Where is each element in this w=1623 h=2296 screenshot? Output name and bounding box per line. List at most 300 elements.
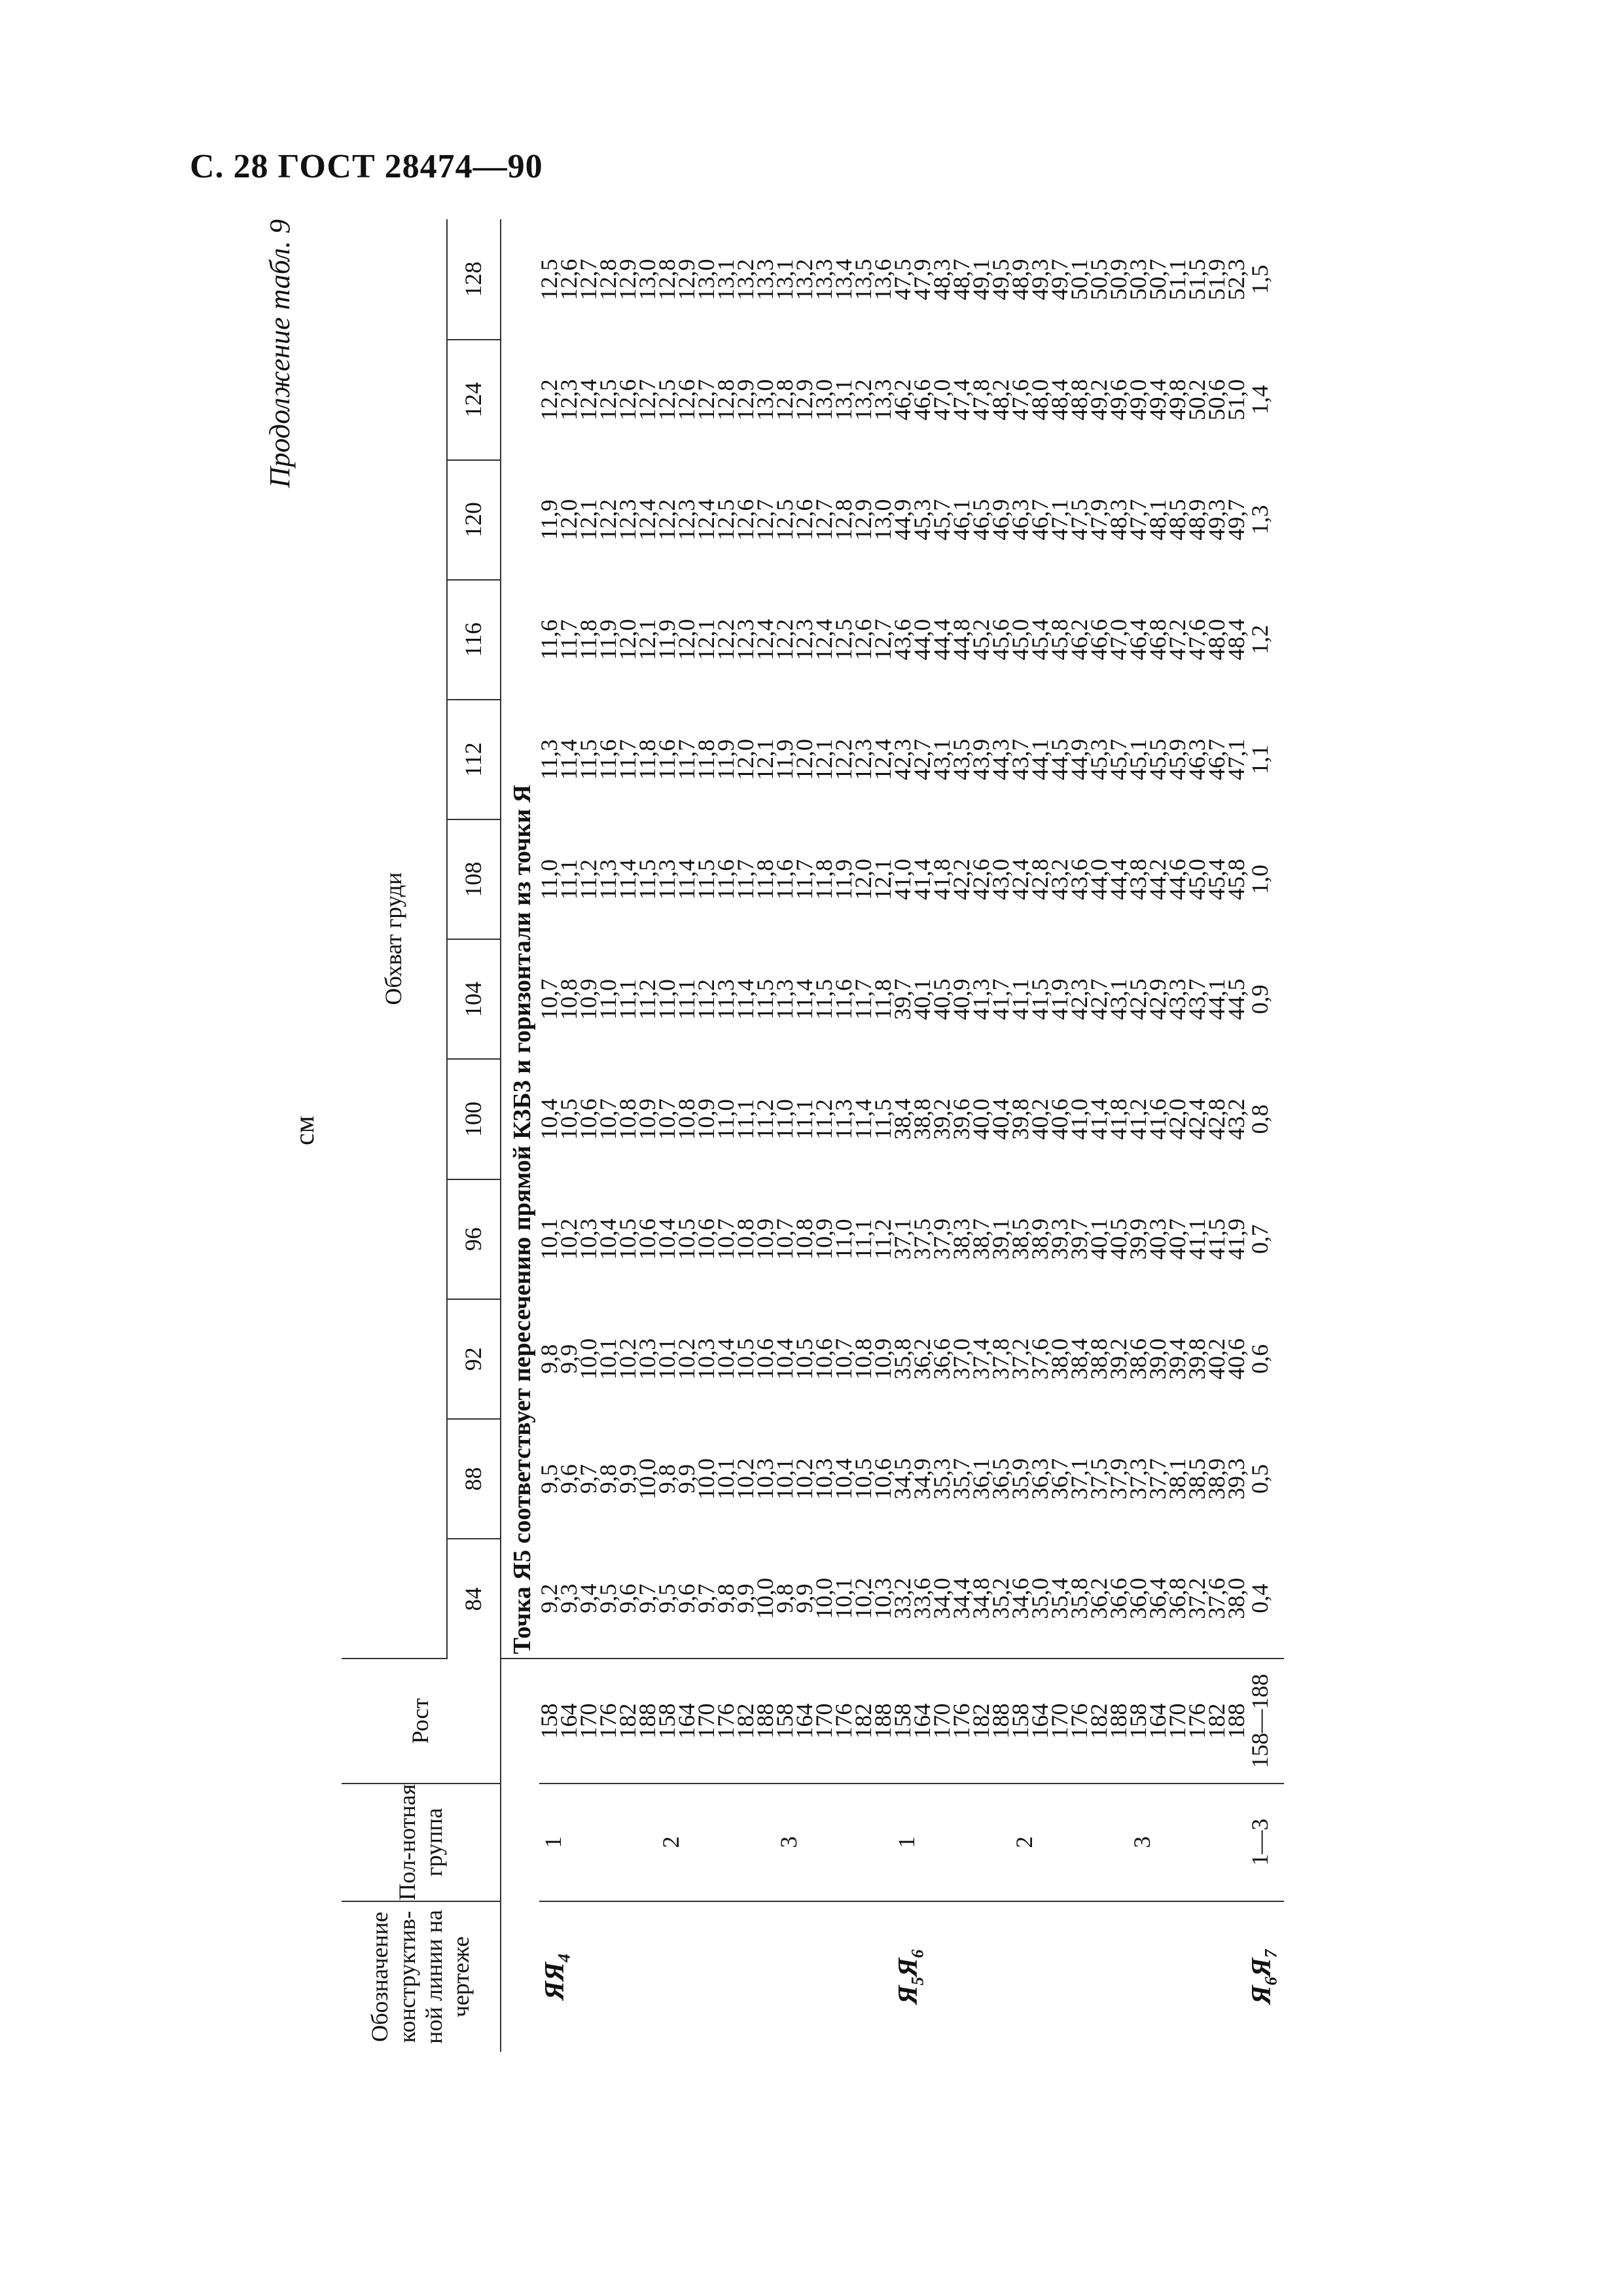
value: 44,9	[889, 499, 916, 541]
value-cell	[889, 1299, 1014, 1419]
value: 40,5	[929, 978, 955, 1020]
value: 49,2	[1086, 379, 1112, 421]
value: 51,1	[1164, 259, 1190, 300]
value-cell	[1007, 460, 1132, 580]
value: 12,2	[830, 738, 857, 780]
value: 45,7	[929, 499, 955, 541]
value: 12,2	[713, 619, 739, 660]
value: 10,0	[575, 1338, 601, 1380]
value: 10,2	[732, 1458, 758, 1500]
value: 37,3	[1125, 1458, 1151, 1500]
designation-label: $ЯЯ_4$	[540, 1953, 574, 2000]
value: 47,2	[1164, 619, 1190, 660]
value: 35,0	[1027, 1577, 1053, 1619]
value: 9,2	[536, 1583, 562, 1613]
value: 42,5	[1125, 978, 1151, 1020]
value: 39,7	[1066, 1218, 1092, 1260]
group-cell: 1—3	[1246, 1784, 1284, 1901]
value-cell	[1125, 1419, 1249, 1539]
value: 40,2	[1204, 1338, 1230, 1380]
value: 41,2	[1125, 1098, 1151, 1140]
value-cell	[654, 700, 778, 819]
value: 10,0	[693, 1458, 719, 1500]
value: 40,3	[1145, 1218, 1171, 1260]
value-cell	[536, 700, 660, 819]
value-cell	[1125, 700, 1249, 819]
value: 12,5	[713, 499, 739, 541]
height-value: 170	[1164, 1703, 1190, 1739]
height-value: 188	[634, 1703, 660, 1739]
value-cell	[889, 219, 1014, 340]
value: 10,2	[673, 1338, 700, 1380]
value: 38,5	[1007, 1218, 1033, 1260]
band-caption: Точка Я5 соответствует пересечению прямой К3Б3 и горизонтали из точки Я	[508, 784, 536, 1655]
value: 12,2	[536, 379, 562, 421]
value: 10,3	[634, 1338, 660, 1380]
value: 51,5	[1184, 259, 1210, 300]
value: 9,9	[732, 1583, 758, 1613]
value: 13,2	[850, 379, 876, 421]
value-cell	[772, 340, 896, 459]
value: 11,0	[595, 979, 621, 1020]
value: 48,1	[1145, 499, 1171, 541]
table-row	[1128, 219, 1246, 2052]
designation-label: $Я_6Я_7$	[1247, 1949, 1281, 2005]
value: 33,2	[889, 1577, 916, 1619]
value: 41,1	[1184, 1218, 1210, 1260]
value: 35,4	[1046, 1577, 1073, 1619]
value: 12,0	[850, 859, 876, 901]
designation-cell	[1128, 1901, 1246, 2052]
value: 11,9	[595, 619, 621, 660]
value: 44,6	[1164, 859, 1190, 901]
value: 10,8	[556, 978, 582, 1020]
value: 41,5	[1204, 1218, 1230, 1260]
value: 12,7	[575, 259, 601, 300]
value: 12,5	[595, 379, 621, 421]
value-cell	[889, 580, 1014, 700]
value-cell	[536, 1299, 660, 1419]
chest-size-header: 84	[447, 1539, 501, 1659]
height-value: 158	[1125, 1703, 1151, 1739]
chest-size-header: 112	[447, 700, 501, 819]
value: 36,3	[1027, 1458, 1053, 1500]
height-value: 158	[654, 1703, 680, 1739]
value: 38,8	[1086, 1338, 1112, 1380]
value: 37,0	[948, 1338, 974, 1380]
value: 9,7	[634, 1583, 660, 1613]
value: 41,9	[1223, 1218, 1249, 1260]
value: 12,9	[732, 379, 758, 421]
value: 42,3	[889, 738, 916, 780]
value: 39,3	[1046, 1218, 1073, 1260]
value-cell	[654, 1539, 778, 1659]
value: 45,1	[1125, 738, 1151, 780]
value: 11,7	[850, 979, 876, 1020]
value: 43,2	[1223, 1098, 1249, 1140]
table-row	[539, 219, 657, 2052]
height-value: 164	[673, 1703, 700, 1739]
value: 39,2	[1105, 1338, 1132, 1380]
value: 12,9	[850, 499, 876, 541]
height-value: 158	[772, 1703, 798, 1739]
value: 46,4	[1125, 619, 1151, 660]
value-cell	[1007, 580, 1132, 700]
value: 39,1	[988, 1218, 1014, 1260]
value: 40,2	[1027, 1098, 1053, 1140]
value-cell: 1,3	[1247, 505, 1273, 535]
value: 40,6	[1046, 1098, 1073, 1140]
height-value: 176	[595, 1703, 621, 1739]
group-cell: 3	[1128, 1784, 1246, 1901]
height-value: 164	[1027, 1703, 1053, 1739]
value: 45,0	[1007, 619, 1033, 660]
chest-size-header: 100	[447, 1059, 501, 1179]
value: 46,9	[988, 499, 1014, 541]
value-cell	[772, 1179, 896, 1299]
value: 10,4	[536, 1098, 562, 1140]
band-spacer	[501, 1659, 539, 2052]
value: 38,0	[1046, 1338, 1073, 1380]
table-row	[1246, 219, 1284, 2052]
value: 49,4	[1145, 379, 1171, 421]
value: 46,7	[1027, 499, 1053, 541]
value-cell	[772, 460, 896, 580]
value: 10,0	[634, 1458, 660, 1500]
value: 40,1	[909, 978, 935, 1020]
value: 9,6	[556, 1464, 582, 1494]
value: 50,2	[1184, 379, 1210, 421]
value: 11,4	[556, 739, 582, 780]
value: 41,9	[1046, 978, 1073, 1020]
value: 47,1	[1046, 499, 1073, 541]
value: 12,7	[693, 379, 719, 421]
value: 44,0	[909, 619, 935, 660]
value: 10,0	[752, 1577, 778, 1619]
height-cell	[889, 1659, 1014, 1783]
value: 12,9	[673, 259, 700, 300]
value: 11,7	[615, 739, 641, 780]
value: 11,0	[713, 1099, 739, 1139]
chest-size-header: 104	[447, 939, 501, 1059]
value: 11,6	[536, 619, 562, 660]
value: 41,5	[1027, 978, 1053, 1020]
height-value: 188	[752, 1703, 778, 1739]
value: 43,9	[968, 738, 994, 780]
value: 12,0	[732, 738, 758, 780]
value: 40,0	[968, 1098, 994, 1140]
value: 37,9	[929, 1218, 955, 1260]
value: 44,0	[1086, 859, 1112, 901]
value-cell	[1007, 819, 1132, 939]
value: 10,9	[634, 1098, 660, 1140]
value: 10,4	[830, 1458, 857, 1500]
value: 12,8	[772, 379, 798, 421]
value: 9,5	[595, 1583, 621, 1613]
height-value: 182	[732, 1703, 758, 1739]
value: 42,8	[1027, 859, 1053, 901]
value: 11,1	[556, 859, 582, 900]
height-value: 176	[1184, 1703, 1210, 1739]
value: 42,4	[1184, 1098, 1210, 1140]
value: 12,1	[575, 499, 601, 541]
height-cell	[654, 1659, 778, 1783]
value: 12,4	[870, 738, 896, 780]
value-cell	[772, 939, 896, 1059]
value: 11,6	[830, 979, 857, 1020]
height-value: 188	[1105, 1703, 1132, 1739]
chest-size-header: 88	[447, 1419, 501, 1539]
value: 11,8	[811, 859, 837, 900]
value: 12,9	[615, 259, 641, 300]
value-cell	[889, 1419, 1014, 1539]
value: 49,1	[968, 259, 994, 300]
value: 46,5	[968, 499, 994, 541]
value: 11,4	[615, 859, 641, 900]
value-cell	[654, 1059, 778, 1179]
value: 44,3	[988, 738, 1014, 780]
value: 40,4	[988, 1098, 1014, 1140]
chest-size-header: 92	[447, 1299, 501, 1419]
value-cell	[1125, 1299, 1249, 1419]
value: 38,4	[889, 1098, 916, 1140]
value: 47,8	[968, 379, 994, 421]
value: 10,8	[732, 1218, 758, 1260]
value: 10,2	[615, 1338, 641, 1380]
value: 9,7	[575, 1464, 601, 1494]
value: 41,7	[988, 978, 1014, 1020]
value: 47,1	[1223, 738, 1249, 780]
value: 46,3	[1007, 499, 1033, 541]
value: 37,5	[909, 1218, 935, 1260]
value: 12,6	[732, 499, 758, 541]
value: 48,3	[929, 259, 955, 300]
value: 37,2	[1007, 1338, 1033, 1380]
value-cell	[1125, 580, 1249, 700]
value: 12,7	[634, 379, 660, 421]
value: 44,5	[1046, 738, 1073, 780]
value: 12,4	[811, 619, 837, 660]
value-cell	[1007, 1059, 1132, 1179]
value: 10,8	[850, 1338, 876, 1380]
height-value: 170	[575, 1703, 601, 1739]
value: 11,2	[752, 1099, 778, 1139]
value: 12,1	[693, 619, 719, 660]
height-value: 164	[556, 1703, 582, 1739]
value: 12,3	[556, 379, 582, 421]
value-cell	[536, 219, 660, 340]
value: 45,6	[988, 619, 1014, 660]
value: 42,8	[1204, 1098, 1230, 1140]
value: 43,0	[988, 859, 1014, 901]
value: 11,2	[870, 1219, 896, 1260]
value: 11,3	[830, 1099, 857, 1139]
value: 39,7	[889, 978, 916, 1020]
value: 13,0	[811, 379, 837, 421]
value: 36,6	[1105, 1577, 1132, 1619]
value: 36,8	[1164, 1577, 1190, 1619]
value-cell	[889, 939, 1014, 1059]
value: 41,8	[929, 859, 955, 901]
value-cell	[772, 700, 896, 819]
value-cell	[889, 460, 1014, 580]
designation-cell	[657, 1901, 775, 2052]
value: 42,7	[909, 738, 935, 780]
value: 12,6	[850, 619, 876, 660]
chest-size-header: 120	[447, 460, 501, 580]
value-cell	[654, 460, 778, 580]
value: 9,8	[595, 1464, 621, 1494]
value-cell	[1125, 219, 1249, 340]
value: 11,7	[556, 619, 582, 660]
value: 12,5	[772, 499, 798, 541]
value: 44,1	[1027, 738, 1053, 780]
group-cell: 2	[657, 1784, 775, 1901]
header-height: Рост	[342, 1659, 501, 1783]
value: 11,1	[615, 979, 641, 1020]
value: 47,5	[1066, 499, 1092, 541]
value: 46,6	[1086, 619, 1112, 660]
height-value: 182	[1086, 1703, 1112, 1739]
value: 34,0	[929, 1577, 955, 1619]
value: 11,3	[713, 979, 739, 1020]
value: 44,2	[1145, 859, 1171, 901]
value-cell	[1125, 1539, 1249, 1659]
value: 10,1	[772, 1458, 798, 1500]
value-cell	[1125, 1179, 1249, 1299]
value: 11,9	[654, 619, 680, 660]
value: 41,3	[968, 978, 994, 1020]
value: 11,2	[811, 1099, 837, 1139]
designation-cell	[775, 1901, 893, 2052]
value: 47,5	[889, 259, 916, 300]
value: 41,4	[1086, 1098, 1112, 1140]
value-cell	[772, 1539, 896, 1659]
value: 11,4	[791, 979, 817, 1020]
value: 49,7	[1223, 499, 1249, 541]
value-cell	[654, 939, 778, 1059]
value: 43,7	[1184, 978, 1210, 1020]
value: 10,6	[693, 1218, 719, 1260]
value-cell	[654, 219, 778, 340]
chest-size-header: 124	[447, 340, 501, 459]
value: 45,4	[1027, 619, 1053, 660]
value: 45,8	[1223, 859, 1249, 901]
chest-size-header: 96	[447, 1179, 501, 1299]
value-cell	[1007, 1419, 1132, 1539]
height-value: 188	[988, 1703, 1014, 1739]
value: 12,8	[713, 379, 739, 421]
value-cell	[536, 1059, 660, 1179]
value: 45,5	[1145, 738, 1171, 780]
height-value: 158	[536, 1703, 562, 1739]
size-table	[342, 219, 1284, 2052]
value-cell	[1125, 939, 1249, 1059]
value: 11,5	[634, 859, 660, 900]
value: 45,9	[1164, 738, 1190, 780]
value: 49,6	[1105, 379, 1132, 421]
value: 12,0	[556, 499, 582, 541]
value: 38,6	[1125, 1338, 1151, 1380]
value: 12,1	[811, 738, 837, 780]
value: 12,7	[870, 619, 896, 660]
designation-cell	[1246, 1901, 1284, 2052]
value: 9,6	[615, 1583, 641, 1613]
value: 10,5	[615, 1218, 641, 1260]
value: 11,0	[772, 1099, 798, 1139]
value-cell	[654, 340, 778, 459]
value: 10,6	[634, 1218, 660, 1260]
value: 11,8	[752, 859, 778, 900]
value-cell	[654, 1179, 778, 1299]
value-cell	[772, 1419, 896, 1539]
height-value: 176	[830, 1703, 857, 1739]
value: 9,8	[713, 1583, 739, 1613]
value: 11,4	[732, 979, 758, 1020]
value: 47,6	[1007, 379, 1033, 421]
value: 38,8	[909, 1098, 935, 1140]
value: 10,1	[536, 1218, 562, 1260]
value-cell	[889, 700, 1014, 819]
value: 12,3	[850, 738, 876, 780]
value: 43,7	[1007, 738, 1033, 780]
value: 50,9	[1105, 259, 1132, 300]
value: 44,5	[1223, 978, 1249, 1020]
value: 36,6	[929, 1338, 955, 1380]
value: 52,3	[1223, 259, 1249, 300]
value: 9,6	[673, 1583, 700, 1613]
group-cell: 2	[1010, 1784, 1128, 1901]
value: 11,8	[870, 979, 896, 1020]
value: 37,6	[1204, 1577, 1230, 1619]
height-value: 170	[929, 1703, 955, 1739]
value: 9,5	[536, 1464, 562, 1494]
value: 48,5	[1164, 499, 1190, 541]
height-value: 182	[1204, 1703, 1230, 1739]
value: 47,0	[929, 379, 955, 421]
value: 12,5	[536, 259, 562, 300]
value: 13,5	[850, 259, 876, 300]
value: 13,2	[791, 259, 817, 300]
value: 48,4	[1046, 379, 1073, 421]
value: 36,0	[1125, 1577, 1151, 1619]
value: 12,0	[673, 619, 700, 660]
value: 12,0	[615, 619, 641, 660]
value-cell: 0,4	[1247, 1583, 1273, 1613]
value: 10,3	[811, 1458, 837, 1500]
value: 48,9	[1184, 499, 1210, 541]
height-value: 164	[1145, 1703, 1171, 1739]
value: 10,7	[830, 1338, 857, 1380]
value: 45,2	[968, 619, 994, 660]
value: 35,9	[1007, 1458, 1033, 1500]
value: 13,1	[713, 259, 739, 300]
table-body	[501, 219, 1284, 2052]
value: 50,5	[1086, 259, 1112, 300]
value: 47,4	[948, 379, 974, 421]
value: 10,5	[791, 1338, 817, 1380]
value: 37,2	[1184, 1577, 1210, 1619]
value: 10,1	[713, 1458, 739, 1500]
value: 48,9	[1007, 259, 1033, 300]
value: 51,0	[1223, 379, 1249, 421]
value: 10,1	[830, 1577, 857, 1619]
value: 12,5	[654, 379, 680, 421]
value: 10,6	[811, 1338, 837, 1380]
value: 10,0	[811, 1577, 837, 1619]
value: 12,4	[634, 499, 660, 541]
value: 10,4	[713, 1338, 739, 1380]
